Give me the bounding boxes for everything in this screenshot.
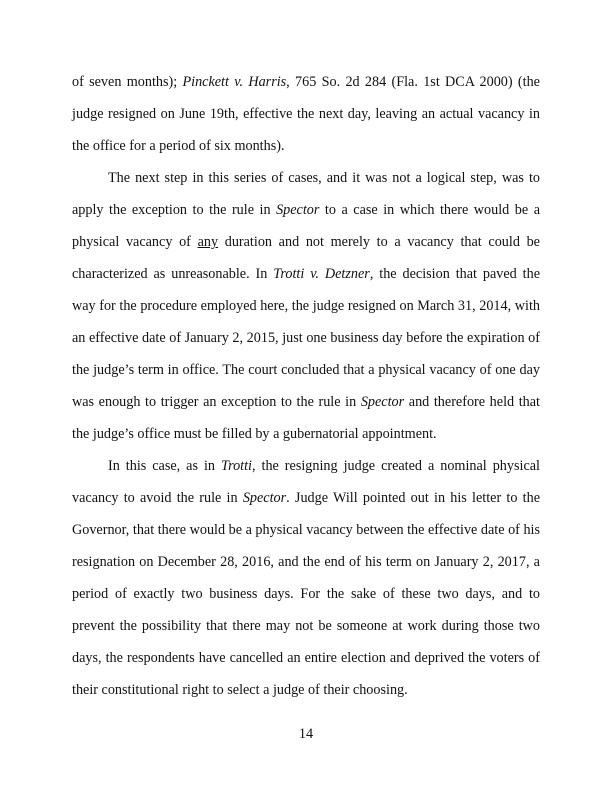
italic-citation: Spector <box>360 394 405 410</box>
italic-citation: Pinckett v. Harris, <box>182 74 290 90</box>
italic-citation: Trotti <box>220 458 252 474</box>
text-run: , the resigning judge created a nominal physical vacancy to avoid the rule in <box>72 458 540 506</box>
paragraph-2 <box>72 162 540 450</box>
text-run: , the decision that paved the way for the procedure employed here, the judge resigned on March 31, 2014, with an effective date of January 2, 2015, just one business day before the expiration of the judge’s term in office. The court concluded that a physical vacancy of one day was enough to trigger an exception to the rule in <box>72 266 540 410</box>
text-run: of seven months); <box>72 74 183 90</box>
text-run: In this case, as in <box>108 458 221 474</box>
paragraph-1 <box>72 66 540 162</box>
underlined-text: any <box>197 234 219 250</box>
text-run: to a case in which there would be a physical vacancy of <box>72 202 540 250</box>
italic-citation: Trotti v. Detzner <box>273 266 370 282</box>
text-run: . Judge Will pointed out in his letter to the Governor, that there would be a physical vacancy between the effective date of his resignation on December 28, 2016, and the end of his term on January 2, 2017, a period of exactly two business days. For the sake of these two days, and to prevent the possibility that there may not be someone at work during those two days, the respondents have cancelled an entire election and deprived the voters of their constitutional right to select a judge of their choosing. <box>72 490 541 698</box>
text-run: and therefore held that the judge’s office must be filled by a gubernatorial appointment. <box>72 394 540 442</box>
body-text <box>72 66 540 706</box>
text-run: The next step in this series of cases, and it was not a logical step, was to apply the exception to the rule in <box>72 170 540 218</box>
italic-citation: Spector <box>242 490 287 506</box>
text-run: 765 So. 2d 284 (Fla. 1st DCA 2000) (the judge resigned on June 19th, effective the next day, leaving an actual vacancy in the office for a period of six months). <box>72 74 540 154</box>
italic-citation: Spector <box>276 202 320 218</box>
text-run: duration and not merely to a vacancy that could be characterized as unreasonable. In <box>72 234 540 282</box>
page-number: 14 <box>298 726 314 742</box>
paragraph-3 <box>72 450 540 706</box>
